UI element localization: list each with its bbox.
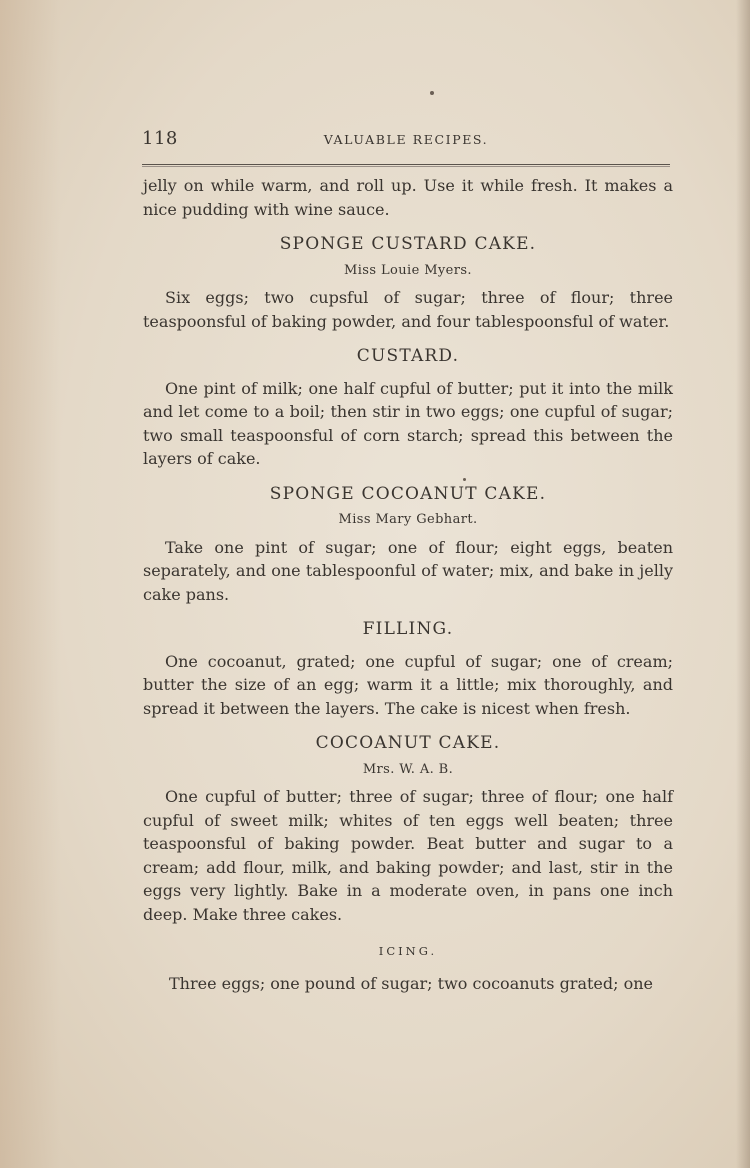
recipe-title: CUSTARD. — [356, 346, 460, 366]
recipe-text: One pint of milk; one half cupful of butter; put it into the milk and let come to a boil; then stir in two eggs; one cupful of sugar; two small teaspoonsful of corn starch; spread this between the layers of cake. — [143, 378, 673, 468]
recipe-text: Six eggs; two cupsful of sugar; three of flour; three teaspoonsful of baking powder, and four tablespoonsful of water. — [143, 288, 673, 331]
icing-title: ICING. — [378, 944, 438, 958]
recipe-title: SPONGE COCOANUT CAKE. — [269, 483, 547, 504]
icing-text: Three eggs; one pound of sugar; two cocoanuts grated; one — [169, 973, 654, 993]
page-number: 118 — [142, 128, 178, 149]
recipe-title: COCOANUT CAKE. — [315, 733, 501, 753]
ink-speck — [430, 91, 434, 95]
recipe-text: One cupful of butter; three of sugar; three of flour; one half cupful of sweet milk; whites of ten eggs well beaten; three teaspoonsful of baking powder. Beat butter and sugar to a cream; add flour, milk, and baking powder; and last, stir in the eggs very lightly. Bake in a moderate oven, in pans one inch deep. Make three cakes. — [143, 787, 673, 924]
header-rule — [142, 164, 670, 167]
page-content — [143, 174, 673, 995]
recipe-author: Miss Mary Gebhart. — [338, 512, 478, 527]
recipe-title: SPONGE CUSTARD CAKE. — [279, 234, 537, 254]
continuation-paragraph: jelly on while warm, and roll up. Use it while fresh. It makes a nice pudding with wine sauce. — [143, 176, 673, 219]
recipe-author: Mrs. W. A. B. — [362, 761, 454, 777]
recipe-text: One cocoanut, grated; one cupful of sugar; one of cream; butter the size of an egg; warm it a little; mix thoroughly, and spread it between the layers. The cake is nicest when fresh. — [143, 651, 673, 718]
recipe-author: Miss Louie Myers. — [344, 262, 472, 278]
page-header — [142, 128, 670, 156]
running-title: VALUABLE RECIPES. — [323, 132, 489, 147]
recipe-text: Take one pint of sugar; one of flour; eight eggs, beaten separately, and one tablespoonful of water; mix, and bake in jelly cake pans. — [143, 537, 673, 604]
recipe-title: FILLING. — [362, 619, 454, 639]
